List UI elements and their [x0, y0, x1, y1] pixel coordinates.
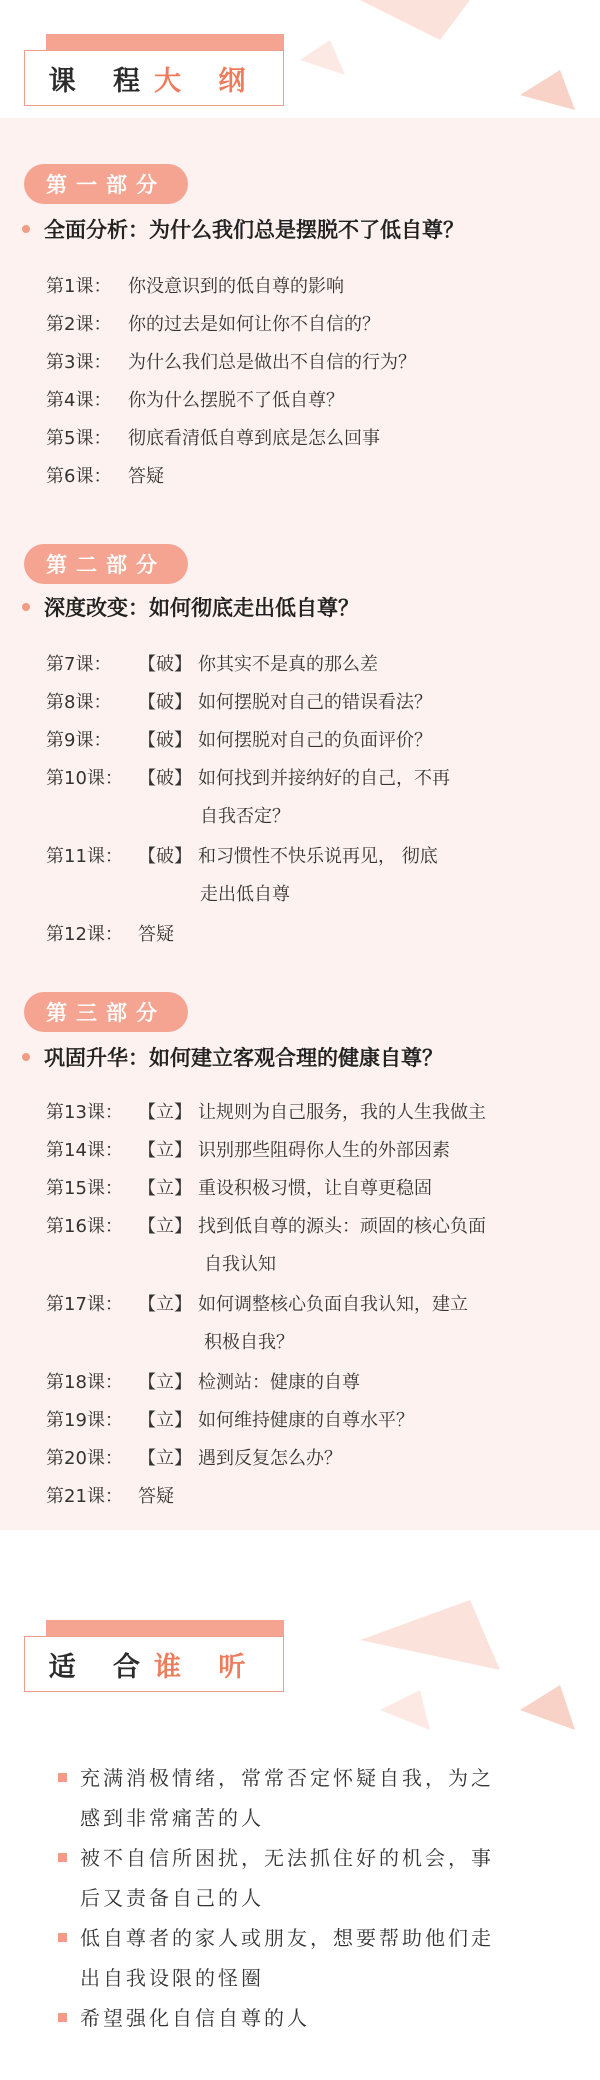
- audience-item: 充满消极情绪，常常否定怀疑自我，为之 感到非常痛苦的人: [58, 1758, 558, 1838]
- lesson-row: 第1课： 你没意识到的低自尊的影响: [46, 276, 344, 297]
- section-1-heading: [22, 214, 582, 244]
- lesson-row: 第8课： 【破】 如何摆脱对自己的错误看法？: [46, 692, 432, 713]
- audience-item: 希望强化自信自尊的人: [58, 1998, 558, 2038]
- outline-title-part1: 课 程: [48, 65, 154, 97]
- lesson-row: 第2课： 你的过去是如何让你不自信的？: [46, 314, 380, 335]
- outline-title-part2: 大 纲: [154, 65, 260, 97]
- lesson-row: 第5课： 彻底看清低自尊到底是怎么回事: [46, 428, 380, 449]
- audience-item: 被不自信所困扰，无法抓住好的机会，事 后又责备自己的人: [58, 1838, 558, 1918]
- audience-title-box: [24, 1620, 294, 1692]
- lesson-row: 第10课： 【破】 如何找到并接纳好的自己，不再: [46, 768, 450, 789]
- lesson-continuation: 自我否定？: [200, 806, 290, 827]
- lesson-row: 第14课： 【立】 识别那些阻碍你人生的外部因素: [46, 1140, 450, 1161]
- lesson-row: 第21课： 答疑: [46, 1486, 174, 1507]
- lesson-continuation: 自我认知: [204, 1254, 276, 1275]
- audience-title-part2: 谁 听: [154, 1651, 260, 1683]
- lesson-row: 第17课： 【立】 如何调整核心负面自我认知，建立: [46, 1294, 468, 1315]
- section-2-heading: [22, 592, 582, 622]
- lesson-continuation: 积极自我？: [204, 1332, 294, 1353]
- lesson-row: 第4课： 你为什么摆脱不了低自尊？: [46, 390, 344, 411]
- section-3-badge: 第三部分: [24, 992, 188, 1032]
- section-3-heading: [22, 1042, 582, 1072]
- bullet-dot: [22, 1053, 30, 1061]
- lesson-continuation: 走出低自尊: [200, 884, 290, 905]
- bullet-dot: [22, 603, 30, 611]
- bullet-square: [58, 1773, 67, 1782]
- outline-title: [24, 50, 284, 106]
- lesson-row: 第3课： 为什么我们总是做出不自信的行为？: [46, 352, 416, 373]
- bullet-square: [58, 1853, 67, 1862]
- section-2-badge: 第二部分: [24, 544, 188, 584]
- lesson-row: 第12课： 答疑: [46, 924, 174, 945]
- section-1-heading-text: 全面分析：为什么我们总是摆脱不了低自尊？: [44, 218, 464, 242]
- bullet-dot: [22, 225, 30, 233]
- section-2-heading-text: 深度改变：如何彻底走出低自尊？: [44, 596, 359, 620]
- outline-title-box: [24, 34, 294, 106]
- lesson-row: 第20课： 【立】 遇到反复怎么办？: [46, 1448, 342, 1469]
- section-1-badge: 第一部分: [24, 164, 188, 204]
- lesson-row: 第16课： 【立】 找到低自尊的源头：顽固的核心负面: [46, 1216, 486, 1237]
- bullet-square: [58, 2013, 67, 2022]
- lesson-row: 第18课： 【立】 检测站：健康的自尊: [46, 1372, 360, 1393]
- lesson-row: 第6课： 答疑: [46, 466, 164, 487]
- audience-title-part1: 适 合: [48, 1651, 154, 1683]
- section-3-heading-text: 巩固升华：如何建立客观合理的健康自尊？: [44, 1046, 443, 1070]
- audience-item: 低自尊者的家人或朋友，想要帮助他们走 出自我设限的怪圈: [58, 1918, 558, 1998]
- lesson-row: 第15课： 【立】 重设积极习惯，让自尊更稳固: [46, 1178, 432, 1199]
- lesson-row: 第19课： 【立】 如何维持健康的自尊水平？: [46, 1410, 414, 1431]
- lesson-row: 第7课： 【破】 你其实不是真的那么差: [46, 654, 378, 675]
- lesson-row: 第13课： 【立】 让规则为自己服务，我的人生我做主: [46, 1102, 486, 1123]
- bullet-square: [58, 1933, 67, 1942]
- lesson-row: 第11课： 【破】 和习惯性不快乐说再见， 彻底: [46, 846, 438, 867]
- audience-title: [24, 1636, 284, 1692]
- lesson-row: 第9课： 【破】 如何摆脱对自己的负面评价？: [46, 730, 432, 751]
